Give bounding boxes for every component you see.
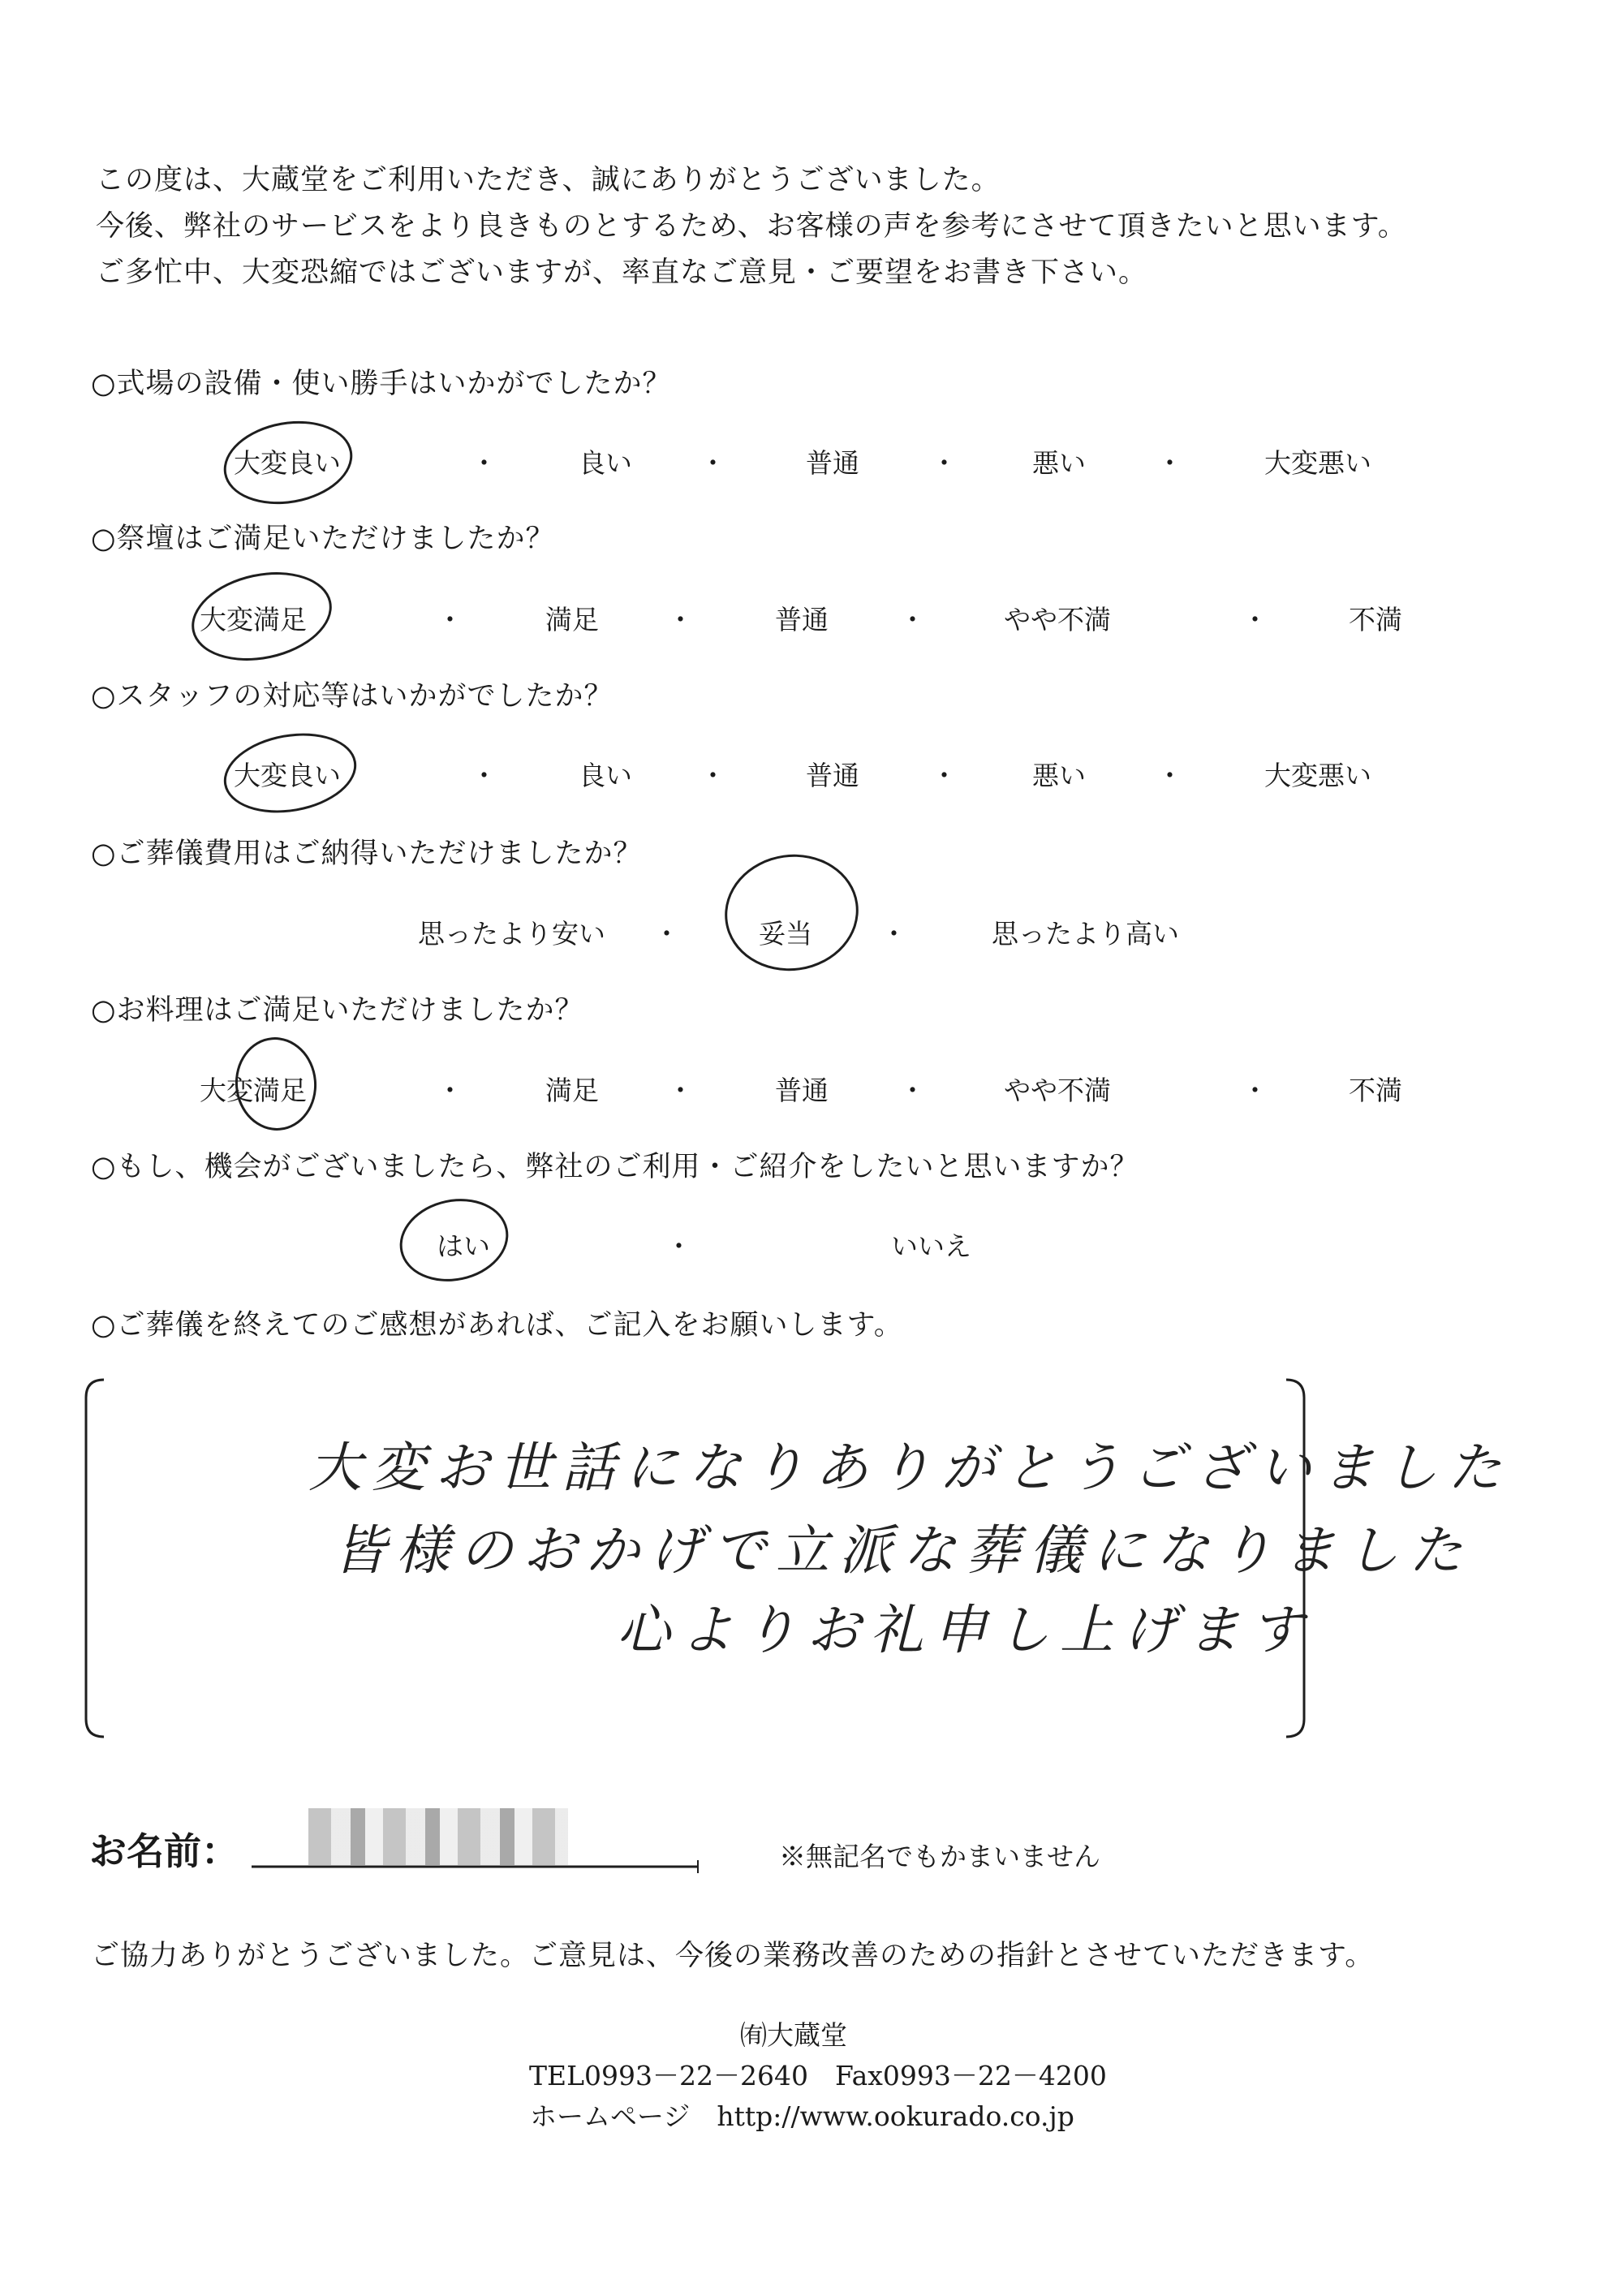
option-no[interactable]: いいえ [891,1230,971,1262]
separator-dot: ・ [1242,604,1268,635]
option-reasonable[interactable]: 妥当 [759,918,812,950]
question-comments: ○ご葬儀を終えてのご感想があれば、ご記入をお願いします。 [91,1309,903,1342]
question-facility: ○式場の設備・使い勝手はいかがでしたか？ [91,368,672,400]
option-very-bad[interactable]: 大変悪い [1264,760,1371,791]
option-more-expensive[interactable]: 思ったより高い [992,918,1179,950]
separator-dot: ・ [880,918,907,950]
option-dissatisfied[interactable]: 不満 [1349,604,1402,635]
question-meal: ○お料理はご満足いただけましたか？ [91,994,584,1027]
option-satisfied[interactable]: 満足 [545,604,599,635]
option-normal[interactable]: 普通 [775,1075,829,1106]
option-somewhat-dissatisfied[interactable]: やや不満 [1004,604,1111,635]
question-altar: ○祭壇はご満足いただけましたか？ [91,523,555,555]
separator-dot: ・ [1242,1075,1268,1106]
option-normal[interactable]: 普通 [775,604,829,635]
separator-dot: ・ [437,1075,463,1106]
option-good[interactable]: 良い [579,760,632,791]
separator-dot: ・ [667,604,694,635]
separator-dot: ・ [1156,447,1183,479]
separator-dot: ・ [700,447,726,479]
option-cheaper[interactable]: 思ったより安い [418,918,605,950]
option-normal[interactable]: 普通 [806,447,859,479]
separator-dot: ・ [899,1075,926,1106]
company-name: ㈲大蔵堂 [740,2019,847,2051]
option-very-bad[interactable]: 大変悪い [1264,447,1371,479]
contact-numbers: TEL0993－22－2640 Fax0993－22－4200 [529,2060,1107,2091]
closing-message: ご協力ありがとうございました。ご意見は、今後の業務改善のための指針とさせていただきます。 [91,1940,1375,1972]
separator-dot: ・ [931,760,958,791]
option-very-good[interactable]: 大変良い [234,760,341,791]
option-satisfied[interactable]: 満足 [545,1075,599,1106]
option-dissatisfied[interactable]: 不満 [1349,1075,1402,1106]
separator-dot: ・ [667,1075,694,1106]
comment-line-1: 大変お世話になりありがとうございました [308,1437,1511,1499]
option-yes[interactable]: はい [437,1230,490,1262]
intro-line-3: ご多忙中、大変恐縮ではございますが、率直なご意見・ご要望をお書き下さい。 [96,256,1148,289]
option-somewhat-dissatisfied[interactable]: やや不満 [1004,1075,1111,1106]
option-bad[interactable]: 悪い [1032,760,1086,791]
separator-dot: ・ [665,1230,692,1262]
separator-dot: ・ [437,604,463,635]
separator-dot: ・ [931,447,958,479]
separator-dot: ・ [1156,760,1183,791]
separator-dot: ・ [700,760,726,791]
option-very-satisfied[interactable]: 大変満足 [200,604,307,635]
comment-line-2: 皆様のおかげで立派な葬儀になりました [333,1519,1472,1582]
separator-dot: ・ [899,604,926,635]
intro-line-2: 今後、弊社のサービスをより良きものとするため、お客様の声を参考にさせて頂きたいと思います。 [96,210,1407,243]
separator-dot: ・ [471,447,497,479]
separator-dot: ・ [471,760,497,791]
name-redacted [308,1808,568,1865]
option-good[interactable]: 良い [579,447,632,479]
question-staff: ○スタッフの対応等はいかがでしたか？ [91,680,613,713]
intro-line-1: この度は、大蔵堂をご利用いただき、誠にありがとうございました。 [96,164,1001,196]
option-very-good[interactable]: 大変良い [234,447,341,479]
name-label: お名前： [89,1829,239,1873]
question-cost: ○ご葬儀費用はご納得いただけましたか？ [91,838,643,870]
homepage-link[interactable]: ホームページ http://www.ookurado.co.jp [530,2100,1074,2132]
separator-dot: ・ [653,918,680,950]
comment-line-3: 心よりお礼申し上げます [617,1599,1313,1661]
question-referral: ○もし、機会がございましたら、弊社のご利用・ご紹介をしたいと思いますか？ [91,1151,1139,1183]
option-very-satisfied[interactable]: 大変満足 [200,1075,307,1106]
option-bad[interactable]: 悪い [1032,447,1086,479]
option-normal[interactable]: 普通 [806,760,859,791]
anonymous-note: ※無記名でもかまいません [779,1841,1100,1872]
